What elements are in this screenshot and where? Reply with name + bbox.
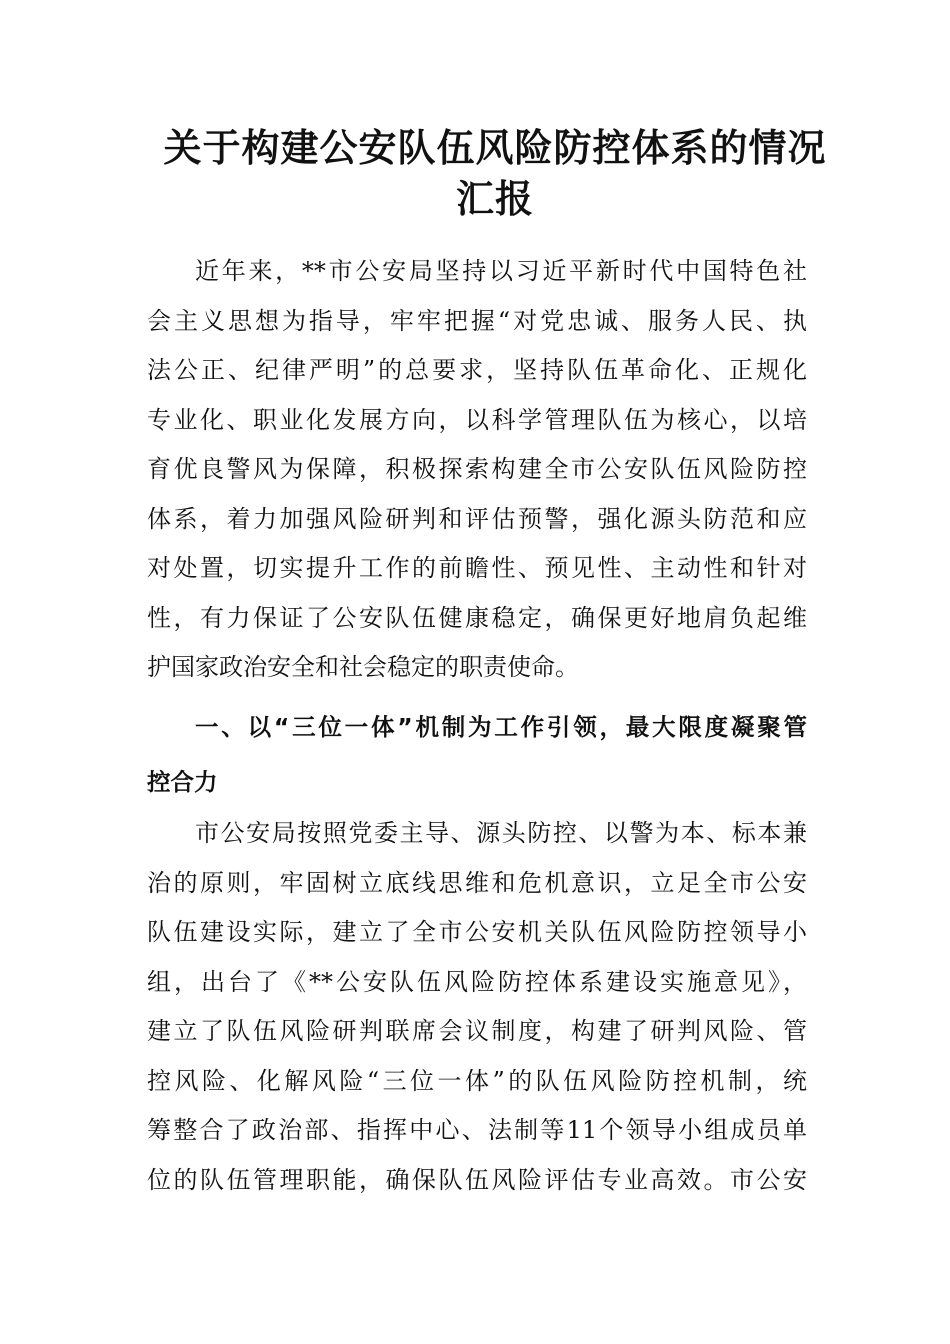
- title-line: 汇报: [455, 176, 534, 221]
- paragraph-line: 市公安局按照党委主导、源头防控、以警为本、标本兼: [195, 819, 807, 847]
- paragraph-line: 育优良警风为保障，积极探索构建全市公安队伍风险防控: [147, 455, 807, 483]
- title-line: 关于构建公安队伍风险防控体系的情况: [163, 125, 827, 170]
- paragraph-line: 会主义思想为指导，牢牢把握“对党忠诚、服务人民、执: [147, 306, 807, 335]
- paragraph-line: 建立了队伍风险研判联席会议制度，构建了研判风险、管: [147, 1017, 807, 1045]
- heading-line: 控合力: [147, 768, 218, 796]
- heading-line: 一、以“三位一体”机制为工作引领，最大限度凝聚管: [195, 713, 807, 741]
- paragraph-line: 法公正、纪律严明”的总要求，坚持队伍革命化、正规化: [147, 356, 807, 384]
- paragraph-line: 队伍建设实际，建立了全市公安机关队伍风险防控领导小: [147, 918, 807, 946]
- paragraph-line: 近年来，**市公安局坚持以习近平新时代中国特色社: [195, 257, 807, 285]
- paragraph-line: 对处置，切实提升工作的前瞻性、预见性、主动性和针对: [147, 554, 807, 582]
- paragraph-line: 体系，着力加强风险研判和评估预警，强化源头防范和应: [147, 504, 807, 533]
- paragraph-line: 组，出台了《**公安队伍风险防控体系建设实施意见》，: [147, 967, 807, 996]
- paragraph-line: 筹整合了政治部、指挥中心、法制等11个领导小组成员单: [147, 1116, 807, 1144]
- paragraph-line: 控风险、化解风险“三位一体”的队伍风险防控机制，统: [147, 1066, 807, 1095]
- section-paragraph: [147, 809, 807, 1205]
- paragraph-line: 护国家政治安全和社会稳定的职责使命。: [147, 653, 579, 681]
- paragraph-line: 专业化、职业化发展方向，以科学管理队伍为核心，以培: [147, 405, 807, 434]
- intro-paragraph: [147, 247, 807, 693]
- paragraph-line: 位的队伍管理职能，确保队伍风险评估专业高效。市公安: [147, 1165, 807, 1194]
- section-heading: [147, 700, 807, 810]
- paragraph-line: 治的原则，牢固树立底线思维和危机意识，立足全市公安: [147, 868, 807, 897]
- paragraph-line: 性，有力保证了公安队伍健康稳定，确保更好地肩负起维: [147, 603, 807, 632]
- document-title: [150, 122, 840, 224]
